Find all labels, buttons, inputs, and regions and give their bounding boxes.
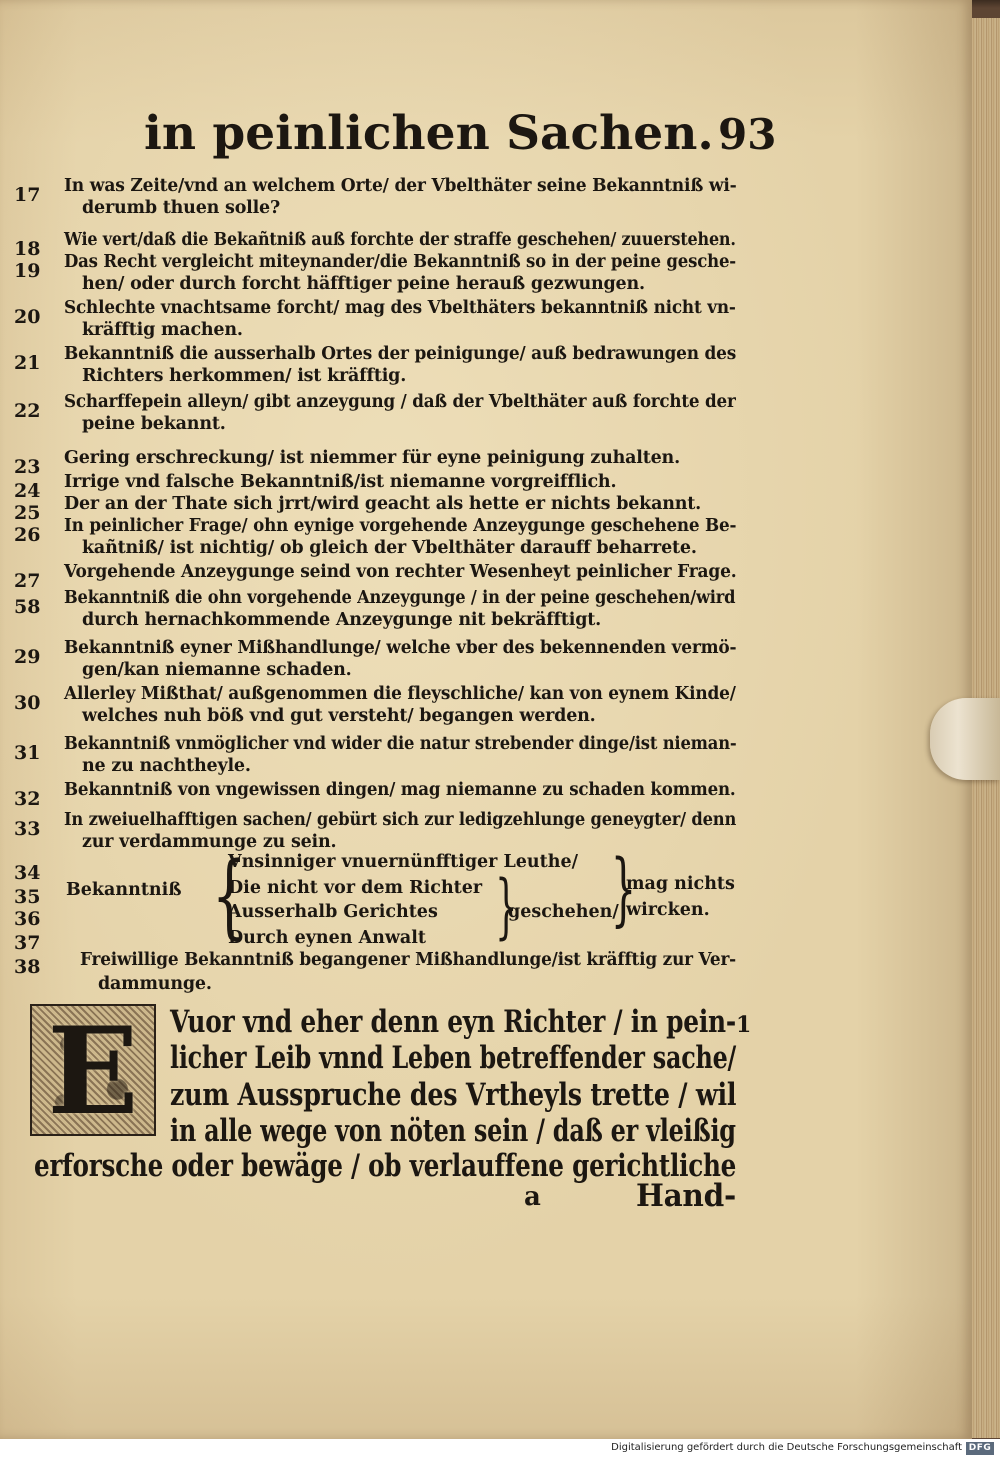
entry-line: Irrige vnd falsche Bekanntniß/ist niemanne vorgreifflich.	[64, 472, 617, 492]
entry-number: 35	[14, 886, 41, 908]
entry-number: 30	[14, 692, 41, 714]
entry-line: welches nuh böß vnd gut versteht/ begangen werden.	[82, 706, 596, 726]
entry-number: 58	[14, 596, 41, 618]
entry-line: dammunge.	[98, 974, 212, 994]
entry-line: Bekanntniß die ausserhalb Ortes der peinigunge/ auß bedrawungen des	[64, 344, 737, 364]
entry-line: Bekanntniß eyner Mißhandlunge/ welche vber des bekennenden vermö-	[64, 638, 737, 658]
left-brace: {	[211, 842, 247, 949]
entry-number: 22	[14, 400, 41, 422]
entry-line: Scharffepein alleyn/ gibt anzeygung / daß der Vbelthäter auß forchte der	[64, 392, 736, 412]
entry-number: 19	[14, 260, 41, 282]
body-line: licher Leib vnnd Leben betreffender sache/	[170, 1040, 737, 1076]
entry-line: ne zu nachtheyle.	[82, 756, 251, 776]
entry-line: derumb thuen solle?	[82, 198, 281, 218]
entry-number: 20	[14, 306, 41, 328]
bracket-item: Die nicht vor dem Richter	[228, 878, 483, 898]
entry-number: 38	[14, 956, 41, 978]
decorated-initial	[30, 1001, 156, 1142]
bracket-head: Bekanntniß	[66, 880, 182, 900]
entry-line: Bekanntniß von vngewissen dingen/ mag niemanne zu schaden kommen.	[64, 780, 736, 800]
page-clip	[930, 698, 1000, 780]
body-line: erforsche oder bewäge / ob verlauffene gerichtliche	[34, 1148, 737, 1184]
entry-line: hen/ oder durch forcht häfftiger peine herauß gezwungen.	[82, 274, 645, 294]
entry-number: 21	[14, 352, 41, 374]
bracket-middle-text: geschehen/	[508, 902, 619, 922]
entry-number: 29	[14, 646, 41, 668]
entry-number: 24	[14, 480, 41, 502]
body-line: zum Ausspruche des Vrtheyls trette / wil	[170, 1077, 737, 1113]
body-line: in alle wege von nöten sein / daß er vleißig	[170, 1113, 736, 1149]
entry-number: 34	[14, 862, 41, 884]
entry-number: 25	[14, 502, 41, 524]
funding-credit: Digitalisierung gefördert durch die Deutsche Forschungsgemeinschaft	[611, 1442, 962, 1453]
bracket-item: Vnsinniger vnuernünfftiger Leuthe/	[228, 852, 578, 872]
entry-line: zur verdammunge zu sein.	[82, 832, 337, 852]
entry-number: 27	[14, 570, 41, 592]
bracket-item: Durch eynen Anwalt	[228, 928, 427, 948]
middle-brace: }	[495, 865, 518, 947]
entry-line: Freiwillige Bekanntniß begangener Mißhandlunge/ist kräfftig zur Ver-	[80, 950, 736, 970]
entry-line: durch hernachkommende Anzeygunge nit bekräfftigt.	[82, 610, 602, 630]
body-line: Vuor vnd eher denn eyn Richter / in pein-	[170, 1004, 736, 1040]
entry-line: Richters herkommen/ ist kräfftig.	[82, 366, 407, 386]
entry-number: 36	[14, 908, 41, 930]
entry-line: gen/kan niemanne schaden.	[82, 660, 352, 680]
entry-line: Vorgehende Anzeygunge seind von rechter Wesenheyt peinlicher Frage.	[64, 562, 737, 582]
entry-line: Der an der Thate sich jrrt/wird geacht als hette er nichts bekannt.	[64, 494, 702, 514]
page-number: 93	[718, 110, 777, 159]
entry-line: In peinlicher Frage/ ohn eynige vorgehende Anzeygunge geschehene Be-	[64, 516, 737, 536]
entry-number: 32	[14, 788, 41, 810]
entry-line: Gering erschreckung/ ist niemmer für eyne peinigung zuhalten.	[64, 448, 680, 468]
entry-line: In zweiuelhafftigen sachen/ gebürt sich zur ledigzehlunge geneygter/ denn	[64, 810, 737, 830]
entry-line: Allerley Mißthat/ außgenommen die fleyschliche/ kan von eynem Kinde/	[64, 684, 736, 704]
running-head: in peinlichen Sachen.	[144, 106, 714, 161]
signature-mark: a	[524, 1182, 541, 1212]
entry-number: 33	[14, 818, 41, 840]
entry-line: Das Recht vergleicht miteynander/die Bekanntniß so in der peine gesche-	[64, 252, 736, 272]
entry-number: 31	[14, 742, 41, 764]
bracket-item: Ausserhalb Gerichtes	[228, 902, 438, 922]
catchword: Hand-	[636, 1178, 736, 1214]
right-brace: }	[610, 842, 637, 935]
entry-line: Bekanntniß vnmöglicher vnd wider die natur strebender dinge/ist nieman-	[64, 734, 737, 754]
entry-number: 18	[14, 238, 41, 260]
entry-line: Bekanntniß die ohn vorgehende Anzeygunge / in der peine geschehen/wird	[64, 588, 736, 608]
entry-line: peine bekannt.	[82, 414, 226, 434]
bracket-right-text: mag nichts	[626, 874, 735, 894]
entry-number: 17	[14, 184, 41, 206]
entry-line: kañtniß/ ist nichtig/ ob gleich der Vbelthäter darauff beharrete.	[82, 538, 697, 558]
entry-line: Wie vert/daß die Bekañtniß auß forchte der straffe geschehen/ zuuerstehen.	[64, 230, 736, 250]
dfg-logo: DFG	[966, 1442, 994, 1455]
bracket-right-text: wircken.	[626, 900, 710, 920]
entry-number: 37	[14, 932, 41, 954]
entry-line: Schlechte vnachtsame forcht/ mag des Vbelthäters bekanntniß nicht vn-	[64, 298, 736, 318]
entry-number: 26	[14, 524, 41, 546]
entry-line: kräfftig machen.	[82, 320, 243, 340]
initial-letter: E	[47, 1001, 139, 1142]
entry-line: In was Zeite/vnd an welchem Orte/ der Vbelthäter seine Bekanntniß wi-	[64, 176, 737, 196]
margin-number: 1	[736, 1012, 752, 1038]
entry-number: 23	[14, 456, 41, 478]
